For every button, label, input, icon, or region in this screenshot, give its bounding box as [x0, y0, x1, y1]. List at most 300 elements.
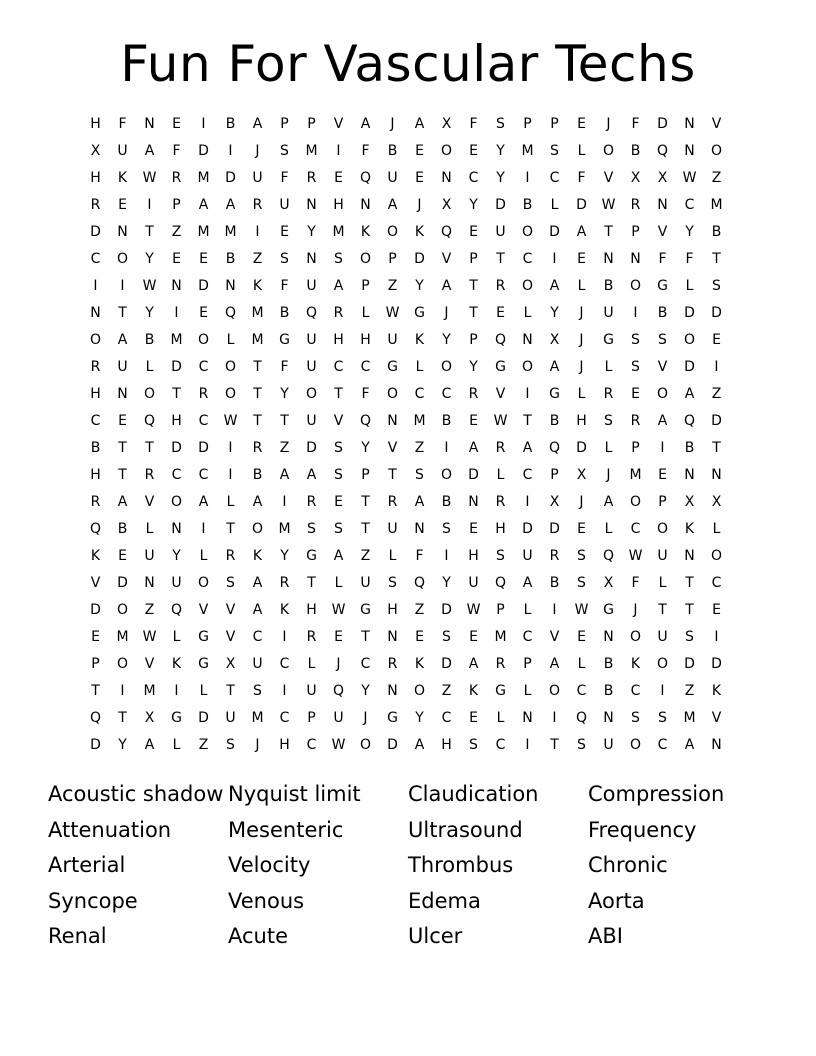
grid-letter: C [522, 467, 533, 483]
grid-letter: S [280, 143, 289, 159]
grid-letter: I [282, 629, 287, 645]
grid-letter: E [415, 170, 424, 186]
grid-letter: K [171, 656, 182, 672]
grid-letter: B [252, 467, 263, 483]
grid-letter: M [116, 629, 129, 645]
grid-letter: L [415, 359, 424, 375]
grid-letter: D [171, 440, 182, 456]
grid-letter: I [525, 737, 530, 753]
grid-letter: G [387, 359, 398, 375]
grid-letter: N [144, 116, 155, 132]
grid-letter: L [658, 575, 667, 591]
grid-letter: O [629, 278, 642, 294]
grid-letter: R [90, 494, 101, 510]
grid-letter: O [629, 494, 642, 510]
grid-letter: A [603, 494, 614, 510]
grid-letter: U [387, 521, 398, 537]
grid-letter: H [360, 332, 371, 348]
grid-letter: L [145, 359, 154, 375]
grid-letter: M [278, 521, 291, 537]
grid-row [82, 438, 732, 465]
grid-letter: Q [170, 602, 183, 618]
grid-letter: N [684, 116, 695, 132]
grid-letter: M [305, 143, 318, 159]
grid-letter: I [228, 143, 233, 159]
grid-letter: P [307, 710, 316, 726]
word-list-item: Acoustic shadow [48, 782, 224, 806]
grid-letter: U [225, 710, 236, 726]
grid-letter: X [225, 656, 236, 672]
grid-letter: W [331, 737, 346, 753]
grid-letter: D [90, 224, 101, 240]
grid-letter: Q [359, 413, 372, 429]
grid-letter: R [387, 656, 398, 672]
grid-letter: S [496, 116, 505, 132]
grid-letter: E [469, 710, 478, 726]
grid-letter: S [253, 683, 262, 699]
grid-letter: N [225, 278, 236, 294]
grid-letter: J [633, 602, 638, 618]
grid-letter: Y [307, 224, 316, 240]
grid-letter: O [89, 332, 102, 348]
grid-letter: U [306, 683, 317, 699]
grid-letter: Q [602, 548, 615, 564]
grid-letter: D [198, 710, 209, 726]
grid-letter: A [684, 737, 695, 753]
grid-letter: Y [496, 143, 505, 159]
grid-letter: C [522, 629, 533, 645]
grid-letter: T [226, 683, 235, 699]
grid-letter: D [495, 197, 506, 213]
grid-letter: C [468, 170, 479, 186]
grid-letter: J [390, 116, 395, 132]
grid-letter: S [469, 737, 478, 753]
grid-row [82, 330, 732, 357]
grid-letter: J [606, 467, 611, 483]
grid-letter: F [280, 278, 289, 294]
grid-row [82, 276, 732, 303]
grid-letter: N [603, 710, 614, 726]
grid-letter: C [279, 710, 290, 726]
grid-letter: N [630, 251, 641, 267]
grid-row [82, 303, 732, 330]
grid-letter: B [225, 251, 236, 267]
grid-letter: T [469, 278, 478, 294]
grid-letter: S [658, 710, 667, 726]
grid-letter: D [441, 602, 452, 618]
grid-letter: T [604, 224, 613, 240]
grid-letter: R [549, 548, 560, 564]
grid-letter: A [333, 278, 344, 294]
grid-letter: T [361, 521, 370, 537]
grid-letter: L [685, 278, 694, 294]
grid-letter: O [683, 332, 696, 348]
grid-letter: L [226, 332, 235, 348]
grid-letter: E [469, 629, 478, 645]
grid-letter: R [387, 494, 398, 510]
grid-letter: L [388, 548, 397, 564]
grid-letter: M [251, 710, 264, 726]
grid-letter: U [252, 170, 263, 186]
grid-letter: R [468, 386, 479, 402]
grid-letter: N [711, 737, 722, 753]
word-list-item: Edema [408, 888, 481, 913]
grid-letter: X [144, 710, 155, 726]
grid-letter: E [577, 251, 586, 267]
grid-row [82, 249, 732, 276]
grid-letter: S [685, 629, 694, 645]
grid-letter: L [712, 521, 721, 537]
grid-letter: G [306, 548, 317, 564]
grid-letter: O [413, 683, 426, 699]
grid-letter: Q [656, 143, 669, 159]
grid-letter: I [714, 359, 719, 375]
grid-letter: B [522, 197, 533, 213]
grid-letter: Y [496, 170, 505, 186]
grid-letter: S [334, 521, 343, 537]
grid-letter: M [251, 305, 264, 321]
grid-letter: W [493, 413, 508, 429]
grid-letter: S [442, 521, 451, 537]
grid-row [82, 357, 732, 384]
grid-letter: U [306, 413, 317, 429]
grid-letter: P [307, 116, 316, 132]
grid-letter: B [603, 278, 614, 294]
grid-letter: W [142, 629, 157, 645]
grid-letter: J [579, 332, 584, 348]
grid-letter: Y [415, 710, 424, 726]
grid-letter: B [711, 224, 722, 240]
grid-letter: W [331, 602, 346, 618]
grid-letter: P [523, 656, 532, 672]
grid-letter: P [280, 116, 289, 132]
word-list-item: Ulcer [408, 924, 463, 948]
grid-letter: F [361, 386, 370, 402]
grid-letter: E [577, 521, 586, 537]
grid-letter: F [172, 143, 181, 159]
grid-letter: J [579, 494, 584, 510]
grid-letter: M [170, 332, 183, 348]
word-list-item: Ultrasound [408, 817, 523, 842]
grid-letter: P [91, 656, 100, 672]
grid-letter: O [170, 494, 183, 510]
grid-letter: Y [685, 224, 694, 240]
grid-letter: R [495, 656, 506, 672]
grid-letter: U [657, 629, 668, 645]
grid-letter: S [226, 737, 235, 753]
grid-letter: B [603, 656, 614, 672]
grid-letter: I [174, 683, 179, 699]
grid-letter: M [332, 224, 345, 240]
grid-letter: S [280, 251, 289, 267]
grid-row [82, 222, 732, 249]
grid-letter: U [333, 710, 344, 726]
grid-letter: O [656, 656, 669, 672]
grid-letter: D [522, 521, 533, 537]
grid-letter: D [171, 359, 182, 375]
grid-letter: Q [494, 332, 507, 348]
grid-letter: E [334, 629, 343, 645]
grid-letter: A [414, 494, 425, 510]
grid-letter: H [333, 197, 344, 213]
grid-letter: Y [280, 386, 289, 402]
grid-letter: B [657, 305, 668, 321]
word-list-item: Frequency [588, 817, 697, 842]
grid-letter: I [660, 683, 665, 699]
grid-letter: F [280, 359, 289, 375]
grid-letter: U [468, 575, 479, 591]
grid-row [82, 465, 732, 492]
grid-letter: M [197, 170, 210, 186]
grid-letter: G [603, 602, 614, 618]
grid-letter: N [306, 251, 317, 267]
grid-letter: M [683, 710, 696, 726]
grid-letter: C [657, 737, 668, 753]
grid-letter: F [361, 143, 370, 159]
word-list-item: Aorta [588, 888, 645, 913]
grid-letter: H [90, 386, 101, 402]
grid-letter: L [334, 575, 343, 591]
grid-letter: S [604, 413, 613, 429]
grid-letter: P [361, 467, 370, 483]
grid-letter: D [198, 278, 209, 294]
grid-letter: V [603, 170, 614, 186]
grid-letter: D [387, 737, 398, 753]
grid-letter: V [549, 629, 560, 645]
word-list-item: Velocity [228, 853, 311, 877]
grid-letter: R [90, 197, 101, 213]
grid-letter: G [171, 710, 182, 726]
grid-letter: G [387, 710, 398, 726]
grid-letter: Y [172, 548, 181, 564]
grid-letter: D [90, 737, 101, 753]
grid-letter: Q [224, 305, 237, 321]
grid-letter: L [523, 602, 532, 618]
grid-letter: L [604, 440, 613, 456]
grid-letter: F [280, 170, 289, 186]
grid-letter: E [712, 602, 721, 618]
grid-letter: Y [415, 278, 424, 294]
grid-letter: Q [89, 521, 102, 537]
grid-letter: F [118, 116, 127, 132]
grid-row [82, 735, 732, 762]
grid-letter: O [629, 629, 642, 645]
grid-letter: G [549, 386, 560, 402]
grid-letter: E [469, 413, 478, 429]
grid-letter: G [603, 332, 614, 348]
grid-letter: S [496, 548, 505, 564]
grid-letter: A [468, 656, 479, 672]
grid-letter: H [306, 602, 317, 618]
grid-letter: E [334, 170, 343, 186]
grid-letter: I [174, 305, 179, 321]
grid-letter: H [387, 602, 398, 618]
grid-letter: S [658, 332, 667, 348]
grid-letter: A [549, 278, 560, 294]
grid-letter: Q [359, 170, 372, 186]
grid-letter: O [224, 359, 237, 375]
grid-row [82, 411, 732, 438]
grid-letter: Y [469, 197, 478, 213]
grid-letter: R [252, 440, 263, 456]
grid-letter: G [279, 332, 290, 348]
grid-letter: A [549, 359, 560, 375]
grid-letter: W [682, 170, 697, 186]
grid-letter: E [118, 548, 127, 564]
grid-letter: U [252, 656, 263, 672]
grid-letter: K [414, 224, 425, 240]
grid-letter: Z [684, 683, 695, 699]
grid-letter: V [711, 116, 722, 132]
grid-letter: D [576, 440, 587, 456]
grid-letter: A [576, 224, 587, 240]
grid-letter: O [521, 359, 534, 375]
grid-letter: G [495, 683, 506, 699]
grid-letter: P [523, 116, 532, 132]
grid-letter: I [552, 602, 557, 618]
grid-row [82, 168, 732, 195]
word-list-item: Arterial [48, 853, 126, 877]
grid-letter: D [117, 575, 128, 591]
grid-letter: E [280, 224, 289, 240]
grid-letter: X [630, 170, 641, 186]
grid-letter: E [496, 305, 505, 321]
grid-letter: E [469, 224, 478, 240]
grid-letter: U [603, 305, 614, 321]
grid-letter: Z [441, 683, 452, 699]
grid-letter: R [144, 467, 155, 483]
grid-letter: L [172, 629, 181, 645]
grid-letter: Q [143, 413, 156, 429]
grid-letter: E [658, 467, 667, 483]
grid-letter: X [90, 143, 101, 159]
grid-letter: C [360, 359, 371, 375]
grid-letter: S [415, 467, 424, 483]
grid-row [82, 627, 732, 654]
grid-letter: N [387, 683, 398, 699]
grid-letter: F [577, 170, 586, 186]
grid-letter: M [413, 413, 426, 429]
grid-letter: Q [494, 575, 507, 591]
grid-letter: W [142, 170, 157, 186]
grid-letter: C [495, 737, 506, 753]
grid-letter: R [306, 170, 317, 186]
grid-letter: C [198, 359, 209, 375]
grid-letter: A [549, 656, 560, 672]
grid-letter: S [226, 575, 235, 591]
grid-letter: A [144, 143, 155, 159]
grid-letter: U [279, 197, 290, 213]
grid-letter: K [90, 548, 101, 564]
grid-letter: Z [711, 386, 722, 402]
grid-letter: R [306, 494, 317, 510]
grid-letter: D [684, 656, 695, 672]
grid-letter: Q [413, 575, 426, 591]
grid-letter: K [360, 224, 371, 240]
word-list-item: Renal [48, 924, 107, 948]
grid-letter: K [414, 656, 425, 672]
grid-letter: A [117, 332, 128, 348]
grid-letter: G [657, 278, 668, 294]
grid-letter: E [712, 332, 721, 348]
grid-letter: B [387, 143, 398, 159]
grid-letter: O [197, 332, 210, 348]
grid-letter: T [145, 224, 154, 240]
grid-letter: O [440, 359, 453, 375]
grid-letter: I [525, 386, 530, 402]
grid-letter: E [334, 494, 343, 510]
word-list-item: Claudication [408, 782, 539, 806]
grid-letter: N [684, 548, 695, 564]
grid-letter: L [604, 359, 613, 375]
grid-letter: N [144, 575, 155, 591]
grid-letter: I [93, 278, 98, 294]
word-list-item: Chronic [588, 853, 668, 877]
grid-letter: F [631, 116, 640, 132]
grid-letter: O [440, 467, 453, 483]
grid-letter: L [307, 656, 316, 672]
grid-letter: V [198, 602, 209, 618]
grid-letter: K [117, 170, 128, 186]
grid-letter: A [198, 197, 209, 213]
grid-letter: A [225, 197, 236, 213]
grid-letter: T [388, 467, 397, 483]
grid-letter: H [90, 467, 101, 483]
grid-letter: O [710, 548, 723, 564]
grid-letter: D [198, 440, 209, 456]
grid-letter: L [496, 710, 505, 726]
grid-letter: A [279, 467, 290, 483]
grid-letter: E [172, 251, 181, 267]
grid-letter: C [198, 413, 209, 429]
grid-letter: M [521, 143, 534, 159]
grid-letter: I [120, 683, 125, 699]
grid-letter: Y [118, 737, 127, 753]
grid-letter: D [90, 602, 101, 618]
grid-letter: X [657, 170, 668, 186]
grid-letter: N [657, 197, 668, 213]
grid-letter: M [224, 224, 237, 240]
grid-letter: E [415, 143, 424, 159]
word-list-item: Attenuation [48, 817, 172, 842]
grid-letter: Q [683, 413, 696, 429]
grid-letter: V [495, 386, 506, 402]
grid-letter: T [118, 467, 127, 483]
grid-letter: R [603, 386, 614, 402]
grid-letter: J [606, 116, 611, 132]
grid-letter: A [306, 467, 317, 483]
grid-letter: R [495, 278, 506, 294]
word-list-item: Nyquist limit [228, 782, 361, 806]
grid-letter: R [225, 548, 236, 564]
grid-letter: J [444, 305, 449, 321]
grid-letter: D [414, 251, 425, 267]
grid-letter: R [306, 629, 317, 645]
grid-letter: C [630, 683, 641, 699]
page-title: Fun For Vascular Techs [120, 35, 696, 93]
grid-letter: E [469, 143, 478, 159]
grid-letter: T [685, 575, 694, 591]
grid-letter: U [657, 548, 668, 564]
grid-row [82, 600, 732, 627]
grid-letter: N [171, 521, 182, 537]
grid-letter: O [602, 143, 615, 159]
grid-letter: O [251, 521, 264, 537]
grid-letter: A [414, 116, 425, 132]
grid-letter: T [118, 305, 127, 321]
word-list-item: Thrombus [408, 853, 514, 877]
grid-letter: C [549, 170, 560, 186]
